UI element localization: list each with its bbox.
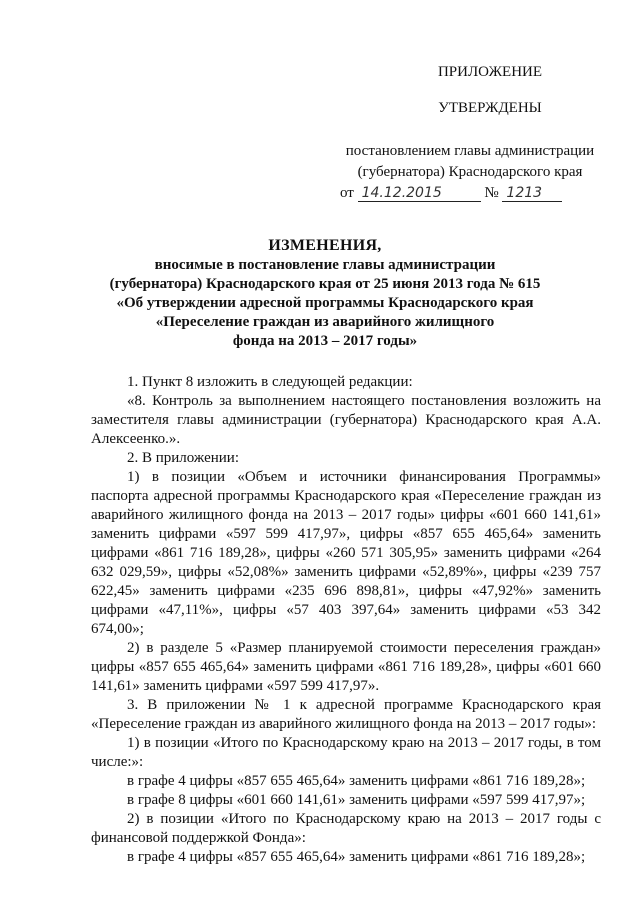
handwritten-number: 1213 [502,185,562,202]
handwritten-date: 14.12.2015 [358,185,481,202]
paragraph-7: 1) в позиции «Итого по Краснодарскому краю на 2013 – 2017 годы, в том числе:»: [91,735,601,770]
appendix-label: ПРИЛОЖЕНИЕ [437,64,543,80]
title-line-2: (губернатора) Краснодарского края от 25 июня 2013 года № 615 [109,276,541,292]
document-body [91,373,601,867]
title-line-3: «Об утверждении адресной программы Краснодарского края [116,295,534,311]
title-heading: ИЗМЕНЕНИЯ, [268,237,382,254]
paragraph-11: в графе 4 цифры «857 655 465,64» заменить цифрами «861 716 189,28»; [127,849,586,865]
title-line-1: вносимые в постановление главы администрации [154,257,496,273]
document-title [60,236,590,351]
paragraph-10: 2) в позиции «Итого по Краснодарскому краю на 2013 – 2017 годы с финансовой поддержкой Фонда»: [91,811,601,846]
paragraph-4: 1) в позиции «Объем и источники финансирования Программы» паспорта адресной программы Краснодарского края «Переселение граждан из аварийного жилищного фонда на 2013 – 2017 годы» цифры «601 660 141,61» заменить цифрами «597 599 417,97», цифры «857 655 465,64» заменить цифрами «861 716 189,28», цифры «260 571 305,95» заменить цифрами «264 632 029,59», цифры «52,08%» заменить цифрами «52,89%», цифры «239 757 622,45» заменить цифрами «235 696 898,81», цифры «47,92%» заменить цифрами «47,11%», цифры «57 403 397,64» заменить цифрами «53 342 674,00»; [91,469,601,637]
from-label: от [340,185,354,201]
paragraph-9: в графе 8 цифры «601 660 141,61» заменить цифрами «597 599 417,97»; [127,792,586,808]
approval-date-number [340,183,600,204]
paragraph-8: в графе 4 цифры «857 655 465,64» заменить цифрами «861 716 189,28»; [127,773,586,789]
paragraph-6: 3. В приложении № 1 к адресной программе Краснодарского края «Переселение граждан из аварийного жилищного фонда на 2013 – 2017 годы»: [91,697,601,732]
title-line-4: «Переселение граждан из аварийного жилищного [155,314,495,330]
paragraph-2: «8. Контроль за выполнением настоящего постановления возложить на заместителя главы администрации (губернатора) Краснодарского края А.А. Алексеенко.». [91,393,601,447]
approval-line-2: (губернатора) Краснодарского края [357,164,583,180]
title-line-5: фонда на 2013 – 2017 годы» [232,333,418,349]
approval-line-1: постановлением главы администрации [345,143,595,159]
paragraph-5: 2) в разделе 5 «Размер планируемой стоимости переселения граждан» цифры «857 655 465,64» заменить цифрами «861 716 189,28», цифры «601 660 141,61» заменить цифрами «597 599 417,97». [91,640,601,694]
paragraph-3: 2. В приложении: [127,450,239,466]
approved-label: УТВЕРЖДЕНЫ [438,100,542,116]
number-label: № [484,185,499,201]
approval-stamp [340,62,600,204]
paragraph-1: 1. Пункт 8 изложить в следующей редакции: [127,374,413,390]
